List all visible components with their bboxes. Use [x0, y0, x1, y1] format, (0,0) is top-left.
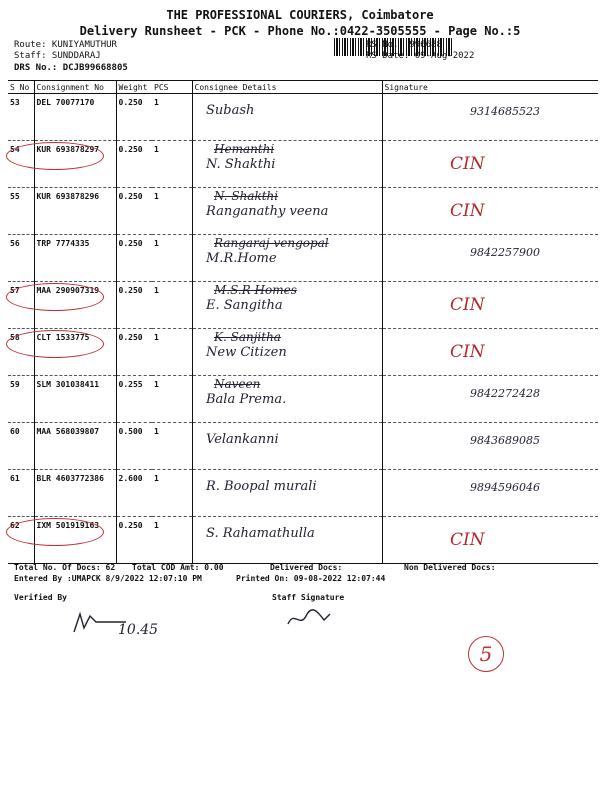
signature-phone: 9314685523: [470, 105, 540, 118]
consignee-name: Subash: [206, 103, 255, 118]
cell-pcs: 1: [152, 517, 192, 564]
consignee-name: M.R.Home: [206, 251, 277, 266]
table-row: [8, 282, 598, 329]
cell-signature: [382, 188, 598, 235]
cell-pcs: 1: [152, 235, 192, 282]
consignee-name: Bala Prema.: [206, 392, 287, 407]
cell-signature: [382, 141, 598, 188]
struck-consignee-name: M.S.R Homes: [214, 283, 297, 297]
staff-signature-icon: [284, 606, 334, 630]
signature-phone: 9843689085: [470, 434, 540, 447]
struck-consignee-name: N. Shakthi: [214, 189, 279, 203]
struck-consignee-name: Naveen: [214, 377, 261, 391]
cin-mark: CIN: [450, 530, 485, 550]
total-cod: Total COD Amt: 0.00: [132, 563, 224, 572]
cell-sno: 60: [8, 423, 34, 470]
cell-sno: 54: [8, 141, 34, 188]
cell-pcs: 1: [152, 329, 192, 376]
col-pcs: PCS: [152, 81, 192, 94]
printed-on: Printed On: 09-08-2022 12:07:44: [236, 574, 386, 583]
col-consignee: Consignee Details: [192, 81, 382, 94]
route-label: Route: KUNIYAMUTHUR: [14, 40, 117, 50]
consignee-name: E. Sangitha: [206, 298, 283, 313]
cell-sno: 58: [8, 329, 34, 376]
verified-by-label: Verified By: [14, 593, 67, 602]
cell-consignment: KUR 693878296: [34, 188, 116, 235]
cell-sno: 53: [8, 94, 34, 141]
cell-consignment: BLR 4603772386: [34, 470, 116, 517]
col-consignment: Consignment No: [34, 81, 116, 94]
consignee-name: Velankanni: [206, 432, 279, 447]
table-header-row: [8, 81, 598, 94]
drs-number: DRS No.: DCJB99668805: [14, 63, 128, 73]
rs-number: RS No.: 996688: [366, 40, 442, 50]
delivered-docs: Delivered Docs:: [270, 563, 343, 572]
staff-signature-label: Staff Signature: [272, 593, 345, 602]
signature-phone: 9894596046: [470, 481, 540, 494]
cell-pcs: 1: [152, 188, 192, 235]
cell-pcs: 1: [152, 282, 192, 329]
rs-date: RS Date: 09-Aug-2022: [366, 51, 475, 61]
cell-pcs: 1: [152, 141, 192, 188]
cell-weight: 0.250: [116, 188, 152, 235]
red-circle-mark: [6, 518, 104, 546]
cell-consignment: SLM 301038411: [34, 376, 116, 423]
cin-mark: CIN: [450, 295, 485, 315]
cell-signature: [382, 517, 598, 564]
non-delivered-docs: Non Delivered Docs:: [404, 563, 496, 572]
consignee-name: R. Boopal murali: [206, 479, 317, 494]
staff-label: Staff: SUNDDARAJ: [14, 51, 101, 61]
cell-sno: 59: [8, 376, 34, 423]
cell-signature: [382, 329, 598, 376]
cell-weight: 0.250: [116, 235, 152, 282]
cell-consignment: MAA 290907319: [34, 282, 116, 329]
cell-pcs: 1: [152, 376, 192, 423]
cell-weight: 0.500: [116, 423, 152, 470]
cell-weight: 0.255: [116, 376, 152, 423]
cell-pcs: 1: [152, 423, 192, 470]
verified-time: 10.45: [118, 622, 159, 638]
cin-mark: CIN: [450, 342, 485, 362]
cell-sno: 61: [8, 470, 34, 517]
cell-weight: 2.600: [116, 470, 152, 517]
consignee-name: Ranganathy veena: [206, 204, 329, 219]
cell-pcs: 1: [152, 470, 192, 517]
red-circle-mark: [6, 283, 104, 311]
cell-consignment: KUR 693878297: [34, 141, 116, 188]
cell-consignment: IXM 501919163: [34, 517, 116, 564]
company-title: THE PROFESSIONAL COURIERS, Coimbatore: [166, 8, 434, 22]
red-circle-mark: [6, 330, 104, 358]
cell-signature: [382, 282, 598, 329]
red-circle-mark: [6, 142, 104, 170]
cell-consignment: DEL 70077170: [34, 94, 116, 141]
cell-weight: 0.250: [116, 517, 152, 564]
cell-consignment: TRP 7774335: [34, 235, 116, 282]
struck-consignee-name: K. Sanjitha: [214, 330, 281, 344]
consignee-name: S. Rahamathulla: [206, 526, 315, 541]
total-docs: Total No. Of Docs: 62: [14, 563, 116, 572]
page-mark: 5: [468, 636, 504, 672]
cell-consignment: CLT 1533775: [34, 329, 116, 376]
runsheet-subtitle: Delivery Runsheet - PCK - Phone No.:0422-3505555 - Page No.:5: [79, 24, 521, 38]
cell-weight: 0.250: [116, 282, 152, 329]
cell-sno: 55: [8, 188, 34, 235]
col-sno: S No: [8, 81, 34, 94]
cell-weight: 0.250: [116, 94, 152, 141]
signature-phone: 9842257900: [470, 246, 540, 259]
cell-consignment: MAA 568039807: [34, 423, 116, 470]
cin-mark: CIN: [450, 154, 485, 174]
consignee-name: New Citizen: [206, 345, 287, 360]
col-weight: Weight: [116, 81, 152, 94]
struck-consignee-name: Hemanthi: [214, 142, 275, 156]
cell-pcs: 1: [152, 94, 192, 141]
cell-weight: 0.250: [116, 141, 152, 188]
struck-consignee-name: Rangaraj vengopal: [214, 236, 329, 250]
cin-mark: CIN: [450, 201, 485, 221]
col-signature: Signature: [382, 81, 598, 94]
table-row: [8, 141, 598, 188]
cell-weight: 0.250: [116, 329, 152, 376]
table-row: [8, 329, 598, 376]
cell-sno: 62: [8, 517, 34, 564]
cell-sno: 57: [8, 282, 34, 329]
entered-by: Entered By :UMAPCK 8/9/2022 12:07:10 PM: [14, 574, 202, 583]
cell-sno: 56: [8, 235, 34, 282]
consignee-name: N. Shakthi: [206, 157, 276, 172]
signature-phone: 9842272428: [470, 387, 540, 400]
